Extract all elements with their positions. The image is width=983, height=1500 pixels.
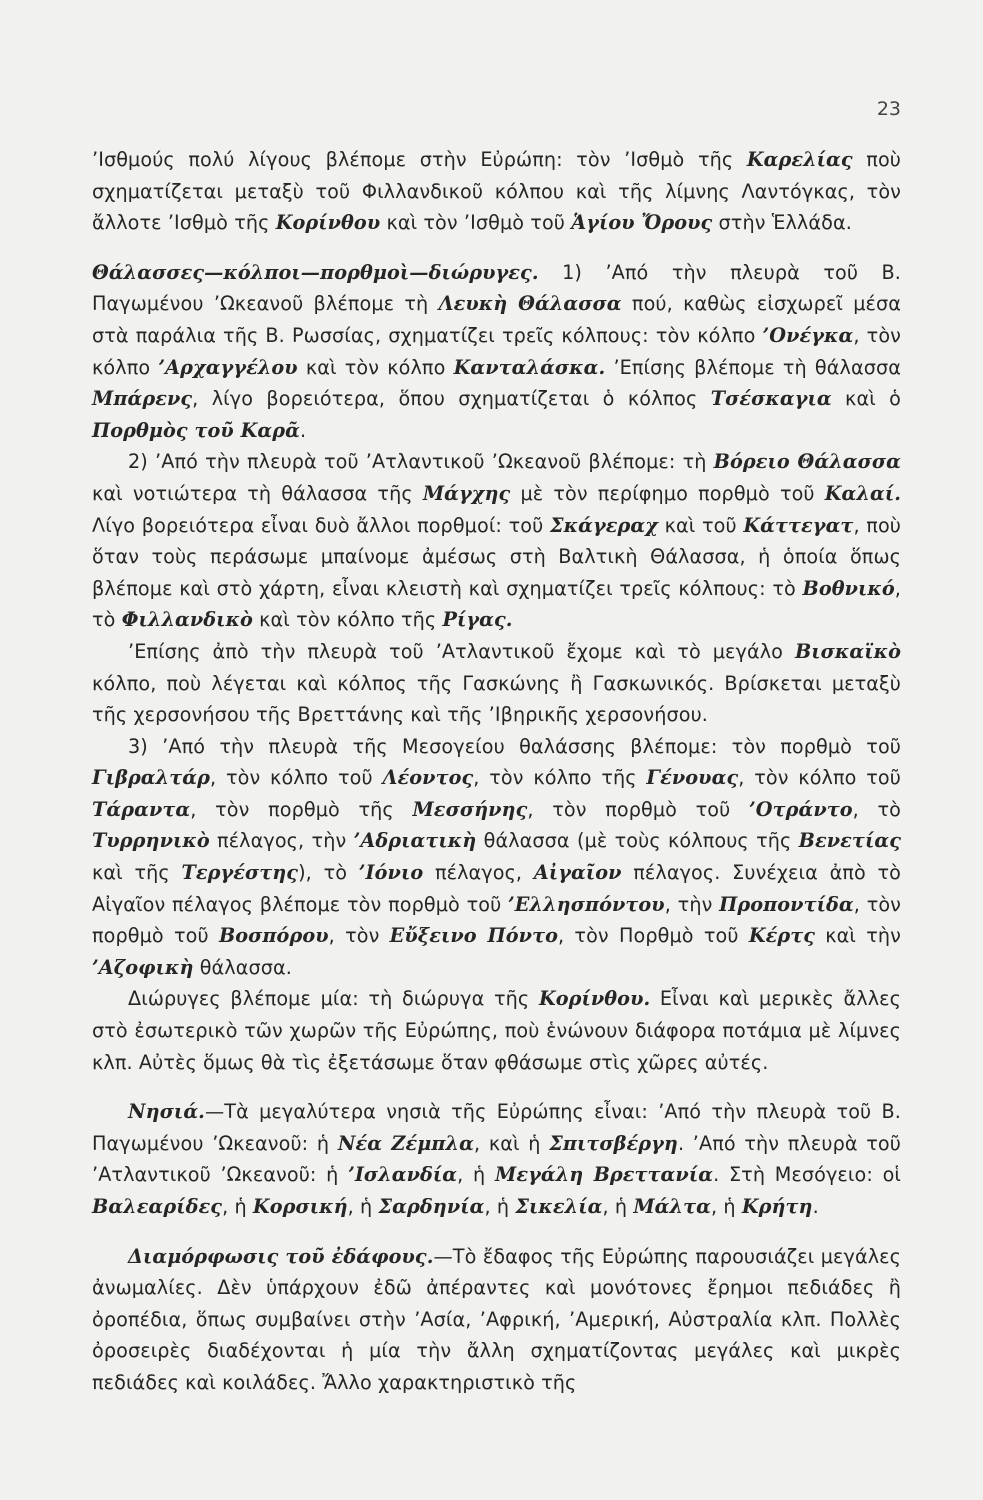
page-number: 23 bbox=[876, 98, 901, 120]
place-name: Εὔξεινο Πόντο bbox=[389, 924, 558, 948]
place-name: Μάλτα bbox=[633, 1195, 711, 1218]
text-run: , τὸ bbox=[852, 797, 901, 821]
paragraph-p4 bbox=[92, 636, 901, 731]
place-name: Βοθνικό bbox=[802, 576, 895, 600]
text-run: —Τὰ μεγαλύτερα νησιὰ τῆς Εὐρώπης εἶναι: ’Από τὴν πλευρὰ τοῦ Β. Παγωμένου ’Ωκεανοῦ: ἡ bbox=[92, 1100, 901, 1155]
text-run: καὶ τῆς bbox=[92, 861, 182, 885]
paragraph-p1 bbox=[92, 144, 901, 239]
place-name: Μεσσήνης bbox=[412, 797, 528, 821]
place-name: ’Αζοφικὴ bbox=[92, 955, 194, 979]
text-run: , τὸν πορθμὸ τοῦ bbox=[92, 892, 902, 948]
text-run: , τὸν πορθμὸ τῆς bbox=[190, 797, 413, 821]
text-run: 2) ’Από τὴν πλευρὰ τοῦ ’Ατλαντικοῦ ’Ωκεανοῦ βλέπομε: τὴ bbox=[128, 450, 714, 474]
place-name: Σπιτσβέργη bbox=[549, 1131, 678, 1155]
section-heading: Νησιά. bbox=[128, 1100, 205, 1124]
text-run: , τὸν Πορθμὸ τοῦ bbox=[557, 924, 749, 948]
place-name: Βοσπόρου bbox=[218, 924, 329, 948]
text-run: . ’Από τὴν πλευρὰ τοῦ ’Ατλαντικοῦ ’Ωκεανοῦ: ἡ bbox=[92, 1131, 901, 1187]
text-run: , τὴν bbox=[664, 892, 720, 916]
paragraph-p6 bbox=[92, 983, 901, 1078]
text-run: 3) ’Από τὴν πλευρὰ τῆς Μεσογείου θαλάσσης βλέπομε: τὸν πορθμὸ τοῦ bbox=[128, 734, 901, 758]
place-name: Καρελίας bbox=[746, 148, 853, 171]
text-run: καὶ ὁ bbox=[831, 387, 901, 411]
text-run: ’Επίσης βλέπομε τὴ θάλασσα bbox=[605, 355, 901, 379]
text-run: , ἡ bbox=[222, 1195, 253, 1218]
text-run: , λίγο βορειότερα, ὅπου σχηματίζεται ὁ κόλπος bbox=[192, 387, 711, 411]
place-name: Γιβραλτάρ bbox=[92, 766, 210, 790]
place-name: ’Αδριατικὴ bbox=[353, 829, 477, 853]
place-name: Προποντίδα bbox=[719, 892, 854, 916]
place-name: ’Αρχαγγέλου bbox=[158, 355, 298, 379]
text-run: , τὸν κόλπο τοῦ bbox=[738, 766, 901, 790]
text-run: , τὸν κόλπο τῆς bbox=[473, 766, 647, 790]
text-run: , ἡ bbox=[347, 1195, 379, 1218]
place-name: Κρήτη bbox=[741, 1195, 813, 1218]
text-run: ποὺ σχηματίζεται μεταξὺ τοῦ Φιλλανδικοῦ κόλπου καὶ τῆς λίμνης Λαντόγκας, τὸν ἄλλοτε ’Ισθμὸ τῆς bbox=[92, 148, 901, 235]
paragraph-p7 bbox=[92, 1096, 901, 1222]
text-run: , τὸν κόλπο τοῦ bbox=[209, 766, 383, 790]
paragraph-p2 bbox=[92, 257, 901, 447]
place-name: Βαλεαρίδες bbox=[92, 1195, 223, 1218]
place-name: Κορσική bbox=[252, 1195, 348, 1218]
place-name: Βενετίας bbox=[798, 829, 901, 853]
text-run: καὶ τὴν bbox=[815, 924, 901, 948]
text-run: . bbox=[299, 418, 307, 442]
section-heading: Θάλασσες—κόλποι—πορθμοὶ—διώρυγες. bbox=[92, 260, 539, 284]
place-name: Αἰγαῖον bbox=[533, 861, 622, 885]
text-run: , τὸν κόλπο bbox=[92, 323, 901, 379]
place-name: Βισκαϊκὸ bbox=[794, 639, 901, 663]
place-name: Κέρτς bbox=[748, 924, 816, 948]
text-run: . Στὴ Μεσόγειο: οἱ bbox=[713, 1163, 902, 1187]
place-name: Λέοντος bbox=[382, 766, 474, 790]
text-run: πέλαγος, τὴν bbox=[209, 829, 354, 853]
place-name: Βόρειο Θάλασσα bbox=[713, 450, 901, 474]
place-name: ’Ισλανδία bbox=[348, 1163, 458, 1187]
paragraph-p5 bbox=[92, 731, 901, 984]
section-heading: Διαμόρφωσις τοῦ ἐδάφους. bbox=[128, 1244, 434, 1268]
place-name: Ἁγίου Ὄρους bbox=[571, 211, 713, 235]
place-name: ’Οτράντο bbox=[748, 797, 853, 821]
place-name: Νέα Ζέμπλα bbox=[337, 1131, 474, 1155]
place-name: Πορθμὸς τοῦ Καρᾶ bbox=[92, 418, 300, 442]
place-name: Λευκὴ Θάλασσα bbox=[438, 292, 622, 316]
text-run: 1) ’Από τὴν πλευρὰ τοῦ Β. Παγωμένου ’Ωκεανοῦ βλέπομε τὴ bbox=[92, 260, 901, 316]
paragraph-p3 bbox=[92, 446, 901, 636]
text-run: στὴν Ἑλλάδα. bbox=[712, 211, 852, 235]
text-run: θάλασσα (μὲ τοὺς κόλπους τῆς bbox=[476, 829, 799, 853]
place-name: ’Ιόνιο bbox=[358, 861, 424, 885]
text-run: θάλασσα. bbox=[193, 955, 292, 979]
text-run: καὶ νοτιώτερα τὴ θάλασσα τῆς bbox=[92, 481, 423, 505]
text-run: πέλαγος, bbox=[423, 861, 534, 885]
text-run: —Τὸ ἔδαφος τῆς Εὐρώπης παρουσιάζει μεγάλες ἀνωμαλίες. Δὲν ὑπάρχουν ἐδῶ ἀπέραντες καὶ μονότονες ἔρημοι πεδιάδες ἢ ὀροπέδια, ὅπως συμβαίνει στὴν ’Ασία, ’Αφρική, ’Αμερική, Αὐστραλία κλπ. Πολλὲς ὀροσειρὲς διαδέχονται ἡ μία τὴν ἄλλη σχηματίζοντας μεγάλες καὶ μικρὲς πεδιάδες καὶ κοιλάδες. Ἄλλο χαρακτηριστικὸ τῆς bbox=[92, 1244, 901, 1394]
text-run: Εἶναι καὶ μερικὲς ἄλλες στὸ ἐσωτερικὸ τῶν χωρῶν τῆς Εὐρώπης, ποὺ ἑνώνουν διάφορα ποτάμια μὲ λίμνες κλπ. Αὐτὲς ὅμως θὰ τὶς ἐξετάσωμε ὅταν φθάσωμε στὶς χῶρες αὐτές. bbox=[92, 987, 902, 1074]
place-name: ’Ονέγκα bbox=[762, 323, 854, 347]
text-run: , τὸ bbox=[92, 576, 901, 632]
body-text bbox=[92, 144, 901, 1399]
place-name: Τάραντα bbox=[92, 797, 191, 821]
text-run: κόλπο, ποὺ λέγεται καὶ κόλπος τῆς Γασκώνης ἢ Γασκωνικός. Βρίσκεται μεταξὺ τῆς χερσονήσου τῆς Βρεττάνης καὶ τῆς ’Ιβηρικῆς χερσονήσου. bbox=[92, 671, 901, 727]
place-name: Μεγάλη Βρεττανία bbox=[494, 1163, 714, 1187]
text-run: , τὸν bbox=[328, 924, 390, 948]
place-name: Κανταλάσκα. bbox=[453, 355, 606, 379]
text-run: Λίγο βορειότερα εἶναι δυὸ ἄλλοι πορθμοί: τοῦ bbox=[92, 513, 550, 537]
text-run: πέλαγος. Συνέχεια ἀπὸ τὸ Αἰγαῖον πέλαγος βλέπομε τὸν πορθμὸ τοῦ bbox=[92, 861, 902, 916]
place-name: Σικελία bbox=[515, 1195, 603, 1218]
place-name: Τεργέστης bbox=[181, 861, 299, 885]
text-run: καὶ τὸν κόλπο τῆς bbox=[252, 608, 443, 632]
text-run: καὶ τοῦ bbox=[657, 513, 744, 537]
place-name: Ρίγας. bbox=[442, 608, 513, 632]
text-run: Διώρυγες βλέπομε μία: τὴ διώρυγα τῆς bbox=[128, 987, 539, 1011]
place-name: Τσέσκαγια bbox=[710, 387, 832, 411]
text-run: , ἡ bbox=[710, 1195, 742, 1218]
text-run: καὶ τὸν ’Ισθμὸ τοῦ bbox=[380, 211, 572, 235]
place-name: Μπάρενς bbox=[92, 387, 193, 411]
place-name: Φιλλανδικὸ bbox=[121, 608, 253, 632]
text-run: , ἡ bbox=[602, 1195, 634, 1218]
paragraph-p8 bbox=[92, 1241, 901, 1399]
place-name: Κορίνθου bbox=[275, 211, 381, 235]
text-run: ’Επίσης ἀπὸ τὴν πλευρὰ τοῦ ’Ατλαντικοῦ ἔχομε καὶ τὸ μεγάλο bbox=[128, 639, 795, 663]
text-run: καὶ τὸν κόλπο bbox=[297, 355, 454, 379]
text-run: , ἡ bbox=[457, 1163, 495, 1187]
place-name: Κορίνθου. bbox=[538, 987, 651, 1011]
text-run: . bbox=[812, 1195, 819, 1218]
place-name: Τυρρηνικὸ bbox=[92, 829, 210, 853]
text-run: , ἡ bbox=[484, 1195, 516, 1218]
text-run: μὲ τὸν περίφημο πορθμὸ τοῦ bbox=[510, 481, 825, 505]
place-name: Καλαί. bbox=[824, 481, 901, 505]
text-run: ), τὸ bbox=[298, 861, 359, 885]
place-name: Μάγχης bbox=[422, 481, 511, 505]
place-name: Γένουας bbox=[646, 766, 739, 790]
text-run: , τὸν πορθμὸ τοῦ bbox=[527, 797, 749, 821]
text-run: ’Ισθμούς πολύ λίγους βλέπομε στὴν Εὐρώπη: τὸν ’Ισθμὸ τῆς bbox=[92, 148, 747, 171]
place-name: Κάττεγατ bbox=[743, 513, 854, 537]
text-run: , ποὺ ὅταν τοὺς περάσωμε μπαίνομε ἀμέσως στὴ Βαλτικὴ Θάλασσα, ἡ ὁποία ὅπως βλέπομε καὶ στὸ χάρτη, εἶναι κλειστὴ καὶ σχηματίζει τρεῖς κόλπους: τὸ bbox=[92, 513, 901, 600]
place-name: Σαρδηνία bbox=[378, 1195, 485, 1218]
text-run: πού, καθὼς εἰσχωρεῖ μέσα στὰ παράλια τῆς Β. Ρωσσίας, σχηματίζει τρεῖς κόλπους: τὸν κόλπο bbox=[92, 292, 901, 347]
text-run: , καὶ ἡ bbox=[473, 1131, 550, 1155]
place-name: ’Ελλησπόντου bbox=[508, 892, 665, 916]
place-name: Σκάγεραχ bbox=[549, 513, 658, 537]
